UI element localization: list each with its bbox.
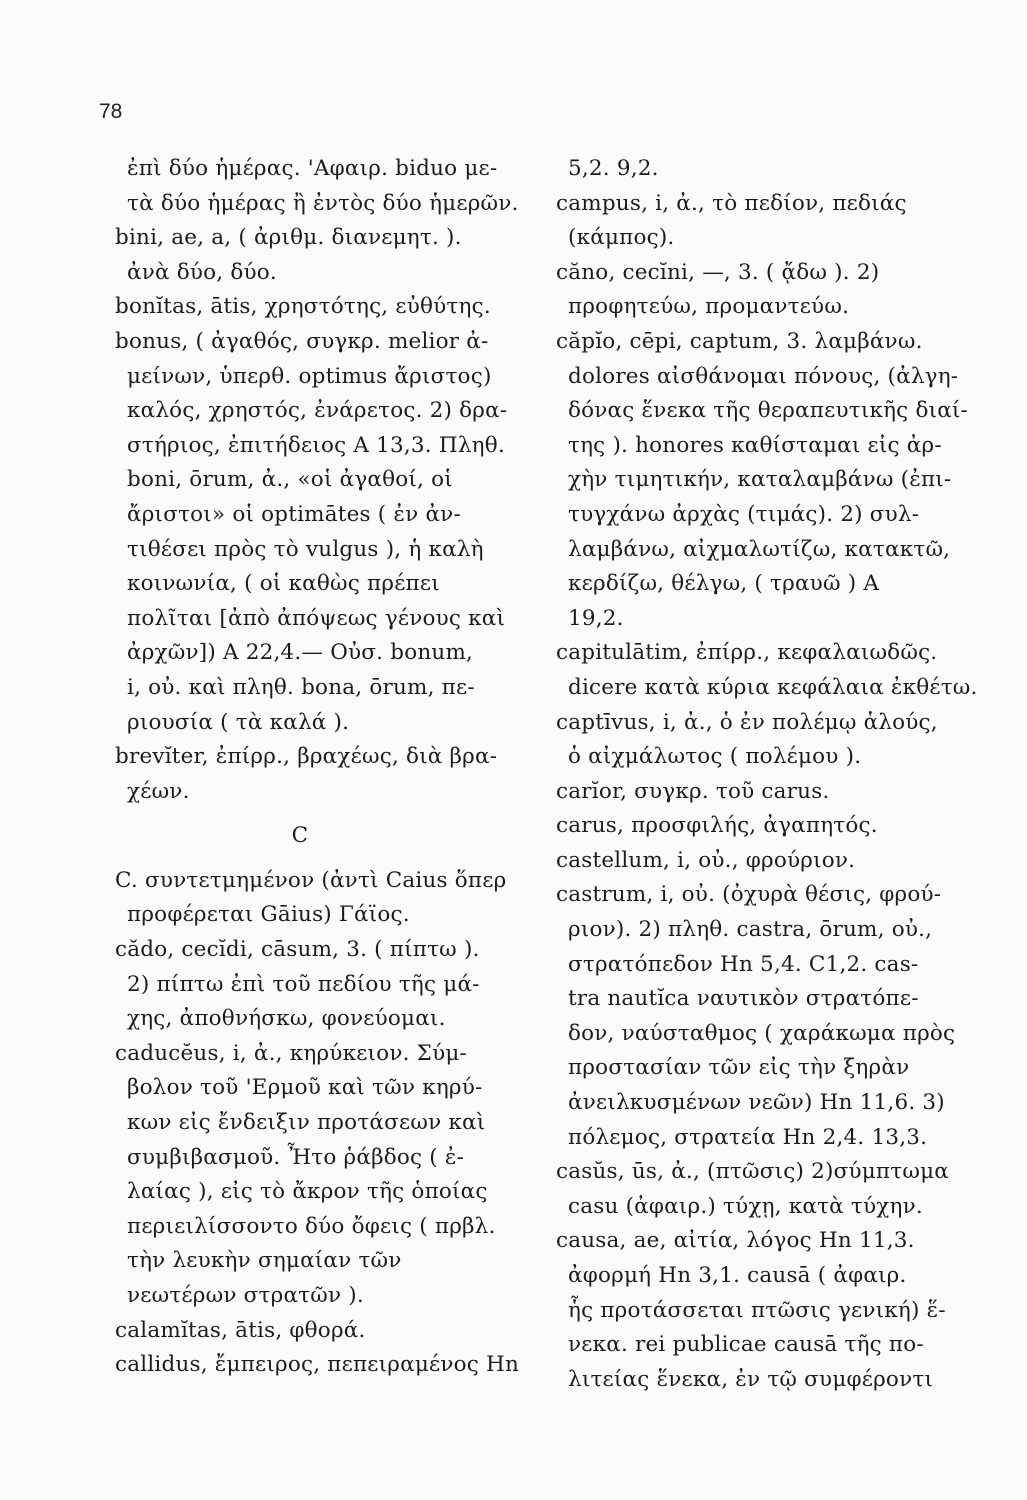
entry-line: ἐπὶ δύο ἡμέρας. 'Αφαιρ. biduo με- xyxy=(127,156,498,181)
entry-line: νεωτέρων στρατῶν ). xyxy=(127,1283,364,1308)
left-column xyxy=(115,152,520,1383)
entry-line: căpĭo, cēpi, captum, 3. λαμβάνω. xyxy=(556,328,923,354)
section-heading-letter: C xyxy=(291,823,309,849)
entry-line: της ). honores καθίσταμαι εἰς ἀρ- xyxy=(568,432,942,458)
entry-line: callidus, ἔμπειρος, πεπειραμένος Hn xyxy=(115,1352,520,1378)
entry-line: χὴν τιμητικήν, καταλαμβάνω (ἐπι- xyxy=(568,467,952,493)
entry-line: bonĭtas, ātis, χρηστότης, εὐθύτης. xyxy=(115,294,491,320)
entry-line: λιτείας ἕνεκα, ἐν τῷ συμφέροντι xyxy=(568,1366,934,1392)
entry-line: ἀνὰ δύο, δύο. xyxy=(127,259,277,285)
entry-line: μείνων, ὑπερθ. optimus ἄριστος) xyxy=(127,363,492,389)
right-column xyxy=(556,152,996,1397)
entry-line: λαμβάνω, αἰχμαλωτίζω, κατακτῶ, xyxy=(568,536,951,562)
entry-line: ἧς προτάσσεται πτῶσις γενική) ἕ- xyxy=(568,1297,946,1323)
entry-line: dolores αἰσθάνομαι πόνους, (ἀλγη- xyxy=(568,363,959,389)
entry-line: carĭor, συγκρ. τοῦ carus. xyxy=(556,778,830,804)
entry-line: λαίας ), εἰς τὸ ἄκρον τῆς ὁποίας xyxy=(127,1179,488,1205)
entry-line: ἄριστοι» οἱ optimātes ( ἐν ἀν- xyxy=(127,501,461,527)
entry-line: bonus, ( ἀγαθός, συγκρ. melior ἀ- xyxy=(115,328,489,354)
entry-line: ἀνειλκυσμένων νεῶν) Hn 11,6. 3) xyxy=(568,1090,945,1116)
entry-line: 2) πίπτω ἐπὶ τοῦ πεδίου τῆς μά- xyxy=(127,971,480,997)
entry-line: captīvus, i, ἀ., ὁ ἐν πολέμῳ ἁλούς, xyxy=(556,709,938,735)
entry-line: καλός, χρηστός, ἐνάρετος. 2) δρα- xyxy=(127,398,508,424)
entry-line: caducĕus, i, ἀ., κηρύκειον. Σύμ- xyxy=(115,1040,467,1066)
entry-line: castrum, i, οὐ. (ὀχυρὰ θέσις, φρού- xyxy=(556,882,942,908)
entry-line: (κάμπος). xyxy=(568,225,675,251)
entry-line: capitulātim, ἐπίρρ., κεφαλαιωδῶς. xyxy=(556,640,938,666)
entry-line: casu (ἀφαιρ.) τύχῃ, κατὰ τύχην. xyxy=(568,1193,923,1219)
entry-line: campus, i, ἀ., τὸ πεδίον, πεδιάς xyxy=(556,190,907,216)
entry-line: brevĭter, ἐπίρρ., βραχέως, διὰ βρα- xyxy=(115,744,498,770)
entry-line: 19,2. xyxy=(568,605,624,631)
entry-line: κοινωνία, ( οἱ καθὼς πρέπει xyxy=(127,571,440,597)
entry-line: χέων. xyxy=(127,778,190,804)
entry-line: τὰ δύο ἡμέρας ἢ ἐντὸς δύο ἡμερῶν. xyxy=(127,190,519,216)
entry-line: πόλεμος, στρατεία Hn 2,4. 13,3. xyxy=(568,1124,928,1150)
entry-line: κερδίζω, θέλγω, ( τραυῶ ) Α xyxy=(568,571,880,597)
entry-line: C. συντετμημένον (ἀντὶ Caius ὅπερ xyxy=(115,867,507,893)
entry-line: boni, ōrum, ἀ., «οἱ ἀγαθοί, οἱ xyxy=(127,467,453,493)
entry-line: βολον τοῦ 'Ερμοῦ καὶ τῶν κηρύ- xyxy=(127,1075,483,1101)
entry-line: causa, ae, αἰτία, λόγος Hn 11,3. xyxy=(556,1228,915,1254)
entry-line: castellum, i, οὐ., φρούριον. xyxy=(556,847,856,873)
entry-line: δον, ναύσταθμος ( χαράκωμα πρὸς xyxy=(568,1020,956,1046)
entry-line: casŭs, ūs, ἀ., (πτῶσις) 2)σύμπτωμα xyxy=(556,1159,949,1185)
entry-line: 5,2. 9,2. xyxy=(568,156,659,181)
entry-line: τιθέσει πρὸς τὸ vulgus ), ἡ καλὴ xyxy=(127,536,484,562)
entry-line: προφέρεται Gāius) Γάϊος. xyxy=(127,902,410,928)
entry-line: cădo, cecĭdi, cāsum, 3. ( πίπτω ). xyxy=(115,937,480,963)
entry-line: ἀρχῶν]) Α 22,4.— Οὐσ. bonum, xyxy=(127,640,474,666)
entry-line: στήριος, ἐπιτήδειος Α 13,3. Πληθ. xyxy=(127,432,505,458)
entry-line: ἀφορμή Hn 3,1. causā ( ἀφαιρ. xyxy=(568,1263,907,1288)
entry-line: carus, προσφιλής, ἀγαπητός. xyxy=(556,813,878,839)
entry-line: ὁ αἰχμάλωτος ( πολέμου ). xyxy=(568,744,862,770)
entry-line: τυγχάνω ἀρχὰς (τιμάς). 2) συλ- xyxy=(568,501,920,527)
entry-line: δόνας ἕνεκα τῆς θεραπευτικῆς διαί- xyxy=(568,398,969,424)
page-number: 78 xyxy=(99,100,123,123)
entry-line: νεκα. rei publicae causā τῆς πο- xyxy=(568,1332,924,1358)
entry-line: căno, cecĭni, —, 3. ( ᾄδω ). 2) xyxy=(556,259,880,285)
entry-line: τὴν λευκὴν σημαίαν τῶν xyxy=(127,1248,402,1274)
entry-line: ριουσία ( τὰ καλά ). xyxy=(127,709,350,735)
entry-line: πολῖται [ἀπὸ ἀπόψεως γένους καὶ xyxy=(127,605,506,631)
entry-line: ριον). 2) πληθ. castra, ōrum, οὐ., xyxy=(568,917,933,943)
entry-line: dicere κατὰ κύρια κεφάλαια ἐκθέτω. xyxy=(568,674,978,700)
entry-line: προστασίαν τῶν εἰς τὴν ξηρὰν xyxy=(568,1055,910,1081)
entry-line: στρατόπεδον Hn 5,4. C1,2. cas- xyxy=(568,951,919,977)
entry-line: bini, ae, a, ( ἀριθμ. διανεμητ. ). xyxy=(115,225,462,251)
entry-line: προφητεύω, προμαντεύω. xyxy=(568,294,850,320)
entry-line: περιειλίσσοντο δύο ὄφεις ( πρβλ. xyxy=(127,1213,496,1239)
entry-line: χης, ἀποθνήσκω, φονεύομαι. xyxy=(127,1006,446,1032)
entry-line: κων εἰς ἔνδειξιν προτάσεων καὶ xyxy=(127,1110,486,1136)
entry-line: i, οὐ. καὶ πληθ. bona, ōrum, πε- xyxy=(127,674,475,700)
entry-line: calamĭtas, ātis, φθορά. xyxy=(115,1317,366,1343)
entry-line: συμβιβασμοῦ. Ἦτο ῥάβδος ( ἐ- xyxy=(127,1144,465,1170)
entry-line: tra nautĭca ναυτικὸν στρατόπε- xyxy=(568,986,919,1012)
